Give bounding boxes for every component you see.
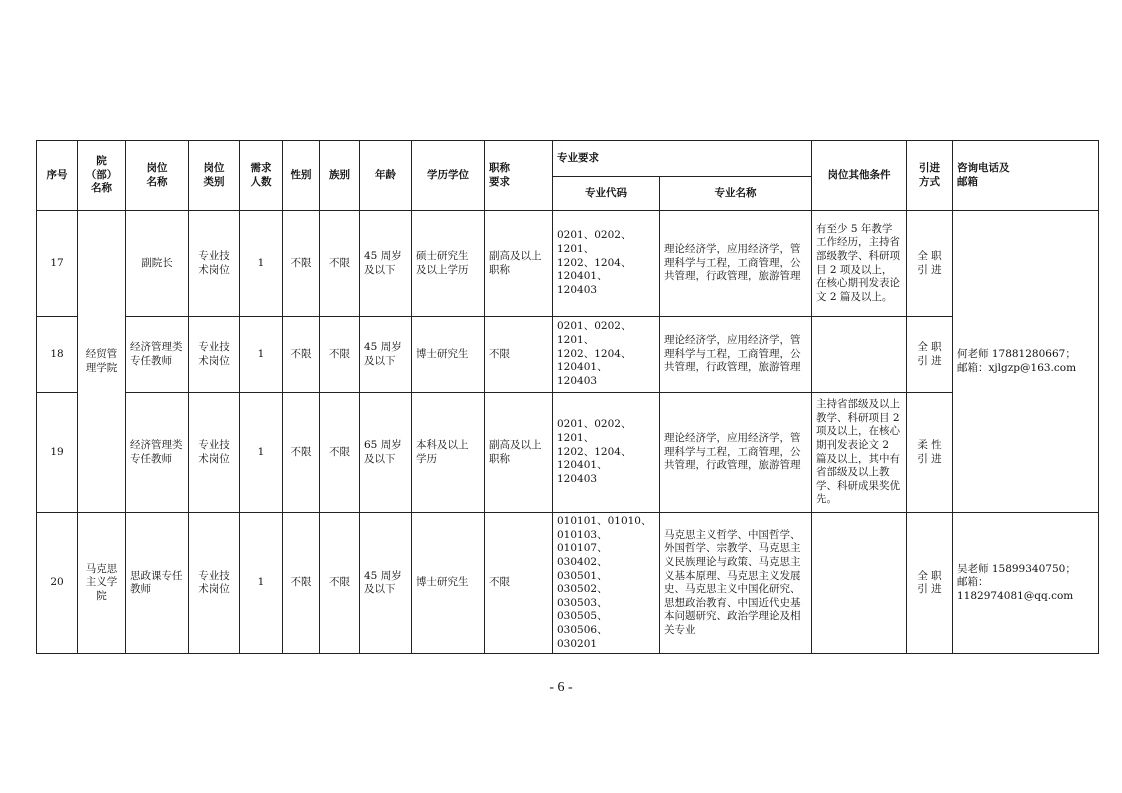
- cell-age: 45 周岁 及以下: [360, 317, 412, 393]
- header-age: 年龄: [360, 141, 412, 211]
- cell-method: 柔 性 引 进: [907, 393, 953, 513]
- header-education: 学历学位: [412, 141, 485, 211]
- cell-count: 1: [240, 317, 283, 393]
- cell-major-name: 理论经济学，应用经济学，管理科学与工程，工商管理，公共管理，行政管理，旅游管理: [660, 393, 812, 513]
- table-row: [37, 317, 1099, 393]
- cell-age: 45 周岁 及以下: [360, 513, 412, 654]
- cell-major-code: 010101、01010、 010103、010107、 030402、030501、 030502、030503、 030505、030506、 030201: [553, 513, 660, 654]
- cell-title: 副高及以上 职称: [485, 211, 553, 317]
- cell-other: 主持省部级及以上教学、科研项目 2 项及以上，在核心期刊发表论文 2 篇及以上，其中有省部级及以上教学、科研成果奖优先。: [812, 393, 907, 513]
- cell-ethnicity: 不限: [320, 393, 360, 513]
- table-row: [37, 513, 1099, 654]
- cell-post-name: 经济管理类专任教师: [126, 393, 189, 513]
- header-major-code: 专业代码: [553, 177, 660, 211]
- cell-post-type: 专业技 术岗位: [189, 211, 240, 317]
- cell-age: 65 周岁 及以下: [360, 393, 412, 513]
- cell-ethnicity: 不限: [320, 513, 360, 654]
- cell-post-type: 专业技 术岗位: [189, 513, 240, 654]
- cell-ethnicity: 不限: [320, 317, 360, 393]
- cell-ethnicity: 不限: [320, 211, 360, 317]
- header-seq: 序号: [37, 141, 78, 211]
- cell-post-name: 副院长: [126, 211, 189, 317]
- cell-post-name: 思政课专任教师: [126, 513, 189, 654]
- header-title: 职称 要求: [485, 141, 553, 211]
- cell-seq: 18: [37, 317, 78, 393]
- cell-contact: 何老师 17881280667； 邮箱：xjlgzp@163.com: [953, 211, 1099, 513]
- cell-gender: 不限: [283, 317, 320, 393]
- header-method: 引进 方式: [907, 141, 953, 211]
- cell-seq: 17: [37, 211, 78, 317]
- cell-dept: 经贸管 理学院: [78, 211, 126, 513]
- cell-major-code: 0201、0202、1201、 1202、1204、120401、 120403: [553, 317, 660, 393]
- cell-count: 1: [240, 513, 283, 654]
- cell-major-name: 理论经济学，应用经济学，管理科学与工程，工商管理，公共管理，行政管理，旅游管理: [660, 317, 812, 393]
- cell-seq: 19: [37, 393, 78, 513]
- cell-education: 博士研究生: [412, 317, 485, 393]
- cell-education: 博士研究生: [412, 513, 485, 654]
- table-row: [37, 393, 1099, 513]
- page-number: - 6 -: [549, 680, 573, 695]
- cell-major-name: 马克思主义哲学、中国哲学、外国哲学、宗教学、马克思主义民族理论与政策、马克思主义基本原理、马克思主义发展史、马克思主义中国化研究、思想政治教育、中国近代史基本问题研究、政治学理论及相关专业: [660, 513, 812, 654]
- cell-gender: 不限: [283, 513, 320, 654]
- header-post-type: 岗位 类别: [189, 141, 240, 211]
- header-ethnicity: 族别: [320, 141, 360, 211]
- header-dept: 院（部） 名称: [78, 141, 126, 211]
- cell-gender: 不限: [283, 211, 320, 317]
- cell-count: 1: [240, 211, 283, 317]
- header-count: 需求 人数: [240, 141, 283, 211]
- cell-method: 全 职 引 进: [907, 317, 953, 393]
- cell-other: 有至少 5 年教学工作经历，主持省部级教学、科研项目 2 项及以上，在核心期刊发表论文 2 篇及以上。: [812, 211, 907, 317]
- cell-age: 45 周岁 及以下: [360, 211, 412, 317]
- cell-method: 全 职 引 进: [907, 513, 953, 654]
- cell-post-type: 专业技 术岗位: [189, 393, 240, 513]
- cell-major-name: 理论经济学，应用经济学，管理科学与工程，工商管理，公共管理，行政管理，旅游管理: [660, 211, 812, 317]
- cell-education: 硕士研究生 及以上学历: [412, 211, 485, 317]
- header-contact: 咨询电话及 邮箱: [953, 141, 1099, 211]
- cell-major-code: 0201、0202、1201、 1202、1204、120401、 120403: [553, 211, 660, 317]
- header-major-req: 专业要求: [553, 141, 812, 177]
- header-gender: 性别: [283, 141, 320, 211]
- table-row: [37, 211, 1099, 317]
- header-other: 岗位其他条件: [812, 141, 907, 211]
- cell-other: [812, 513, 907, 654]
- cell-other: [812, 317, 907, 393]
- cell-count: 1: [240, 393, 283, 513]
- header-major-name: 专业名称: [660, 177, 812, 211]
- cell-gender: 不限: [283, 393, 320, 513]
- cell-title: 不限: [485, 317, 553, 393]
- cell-contact: 吴老师 15899340750； 邮箱：1182974081@qq.com: [953, 513, 1099, 654]
- cell-dept: 马克思 主义学 院: [78, 513, 126, 654]
- cell-post-name: 经济管理类专任教师: [126, 317, 189, 393]
- cell-title: 副高及以上 职称: [485, 393, 553, 513]
- cell-education: 本科及以上 学历: [412, 393, 485, 513]
- header-post-name: 岗位 名称: [126, 141, 189, 211]
- cell-seq: 20: [37, 513, 78, 654]
- cell-title: 不限: [485, 513, 553, 654]
- cell-method: 全 职 引 进: [907, 211, 953, 317]
- recruitment-table: [36, 140, 1099, 654]
- cell-post-type: 专业技 术岗位: [189, 317, 240, 393]
- cell-major-code: 0201、0202、1201、 1202、1204、120401、 120403: [553, 393, 660, 513]
